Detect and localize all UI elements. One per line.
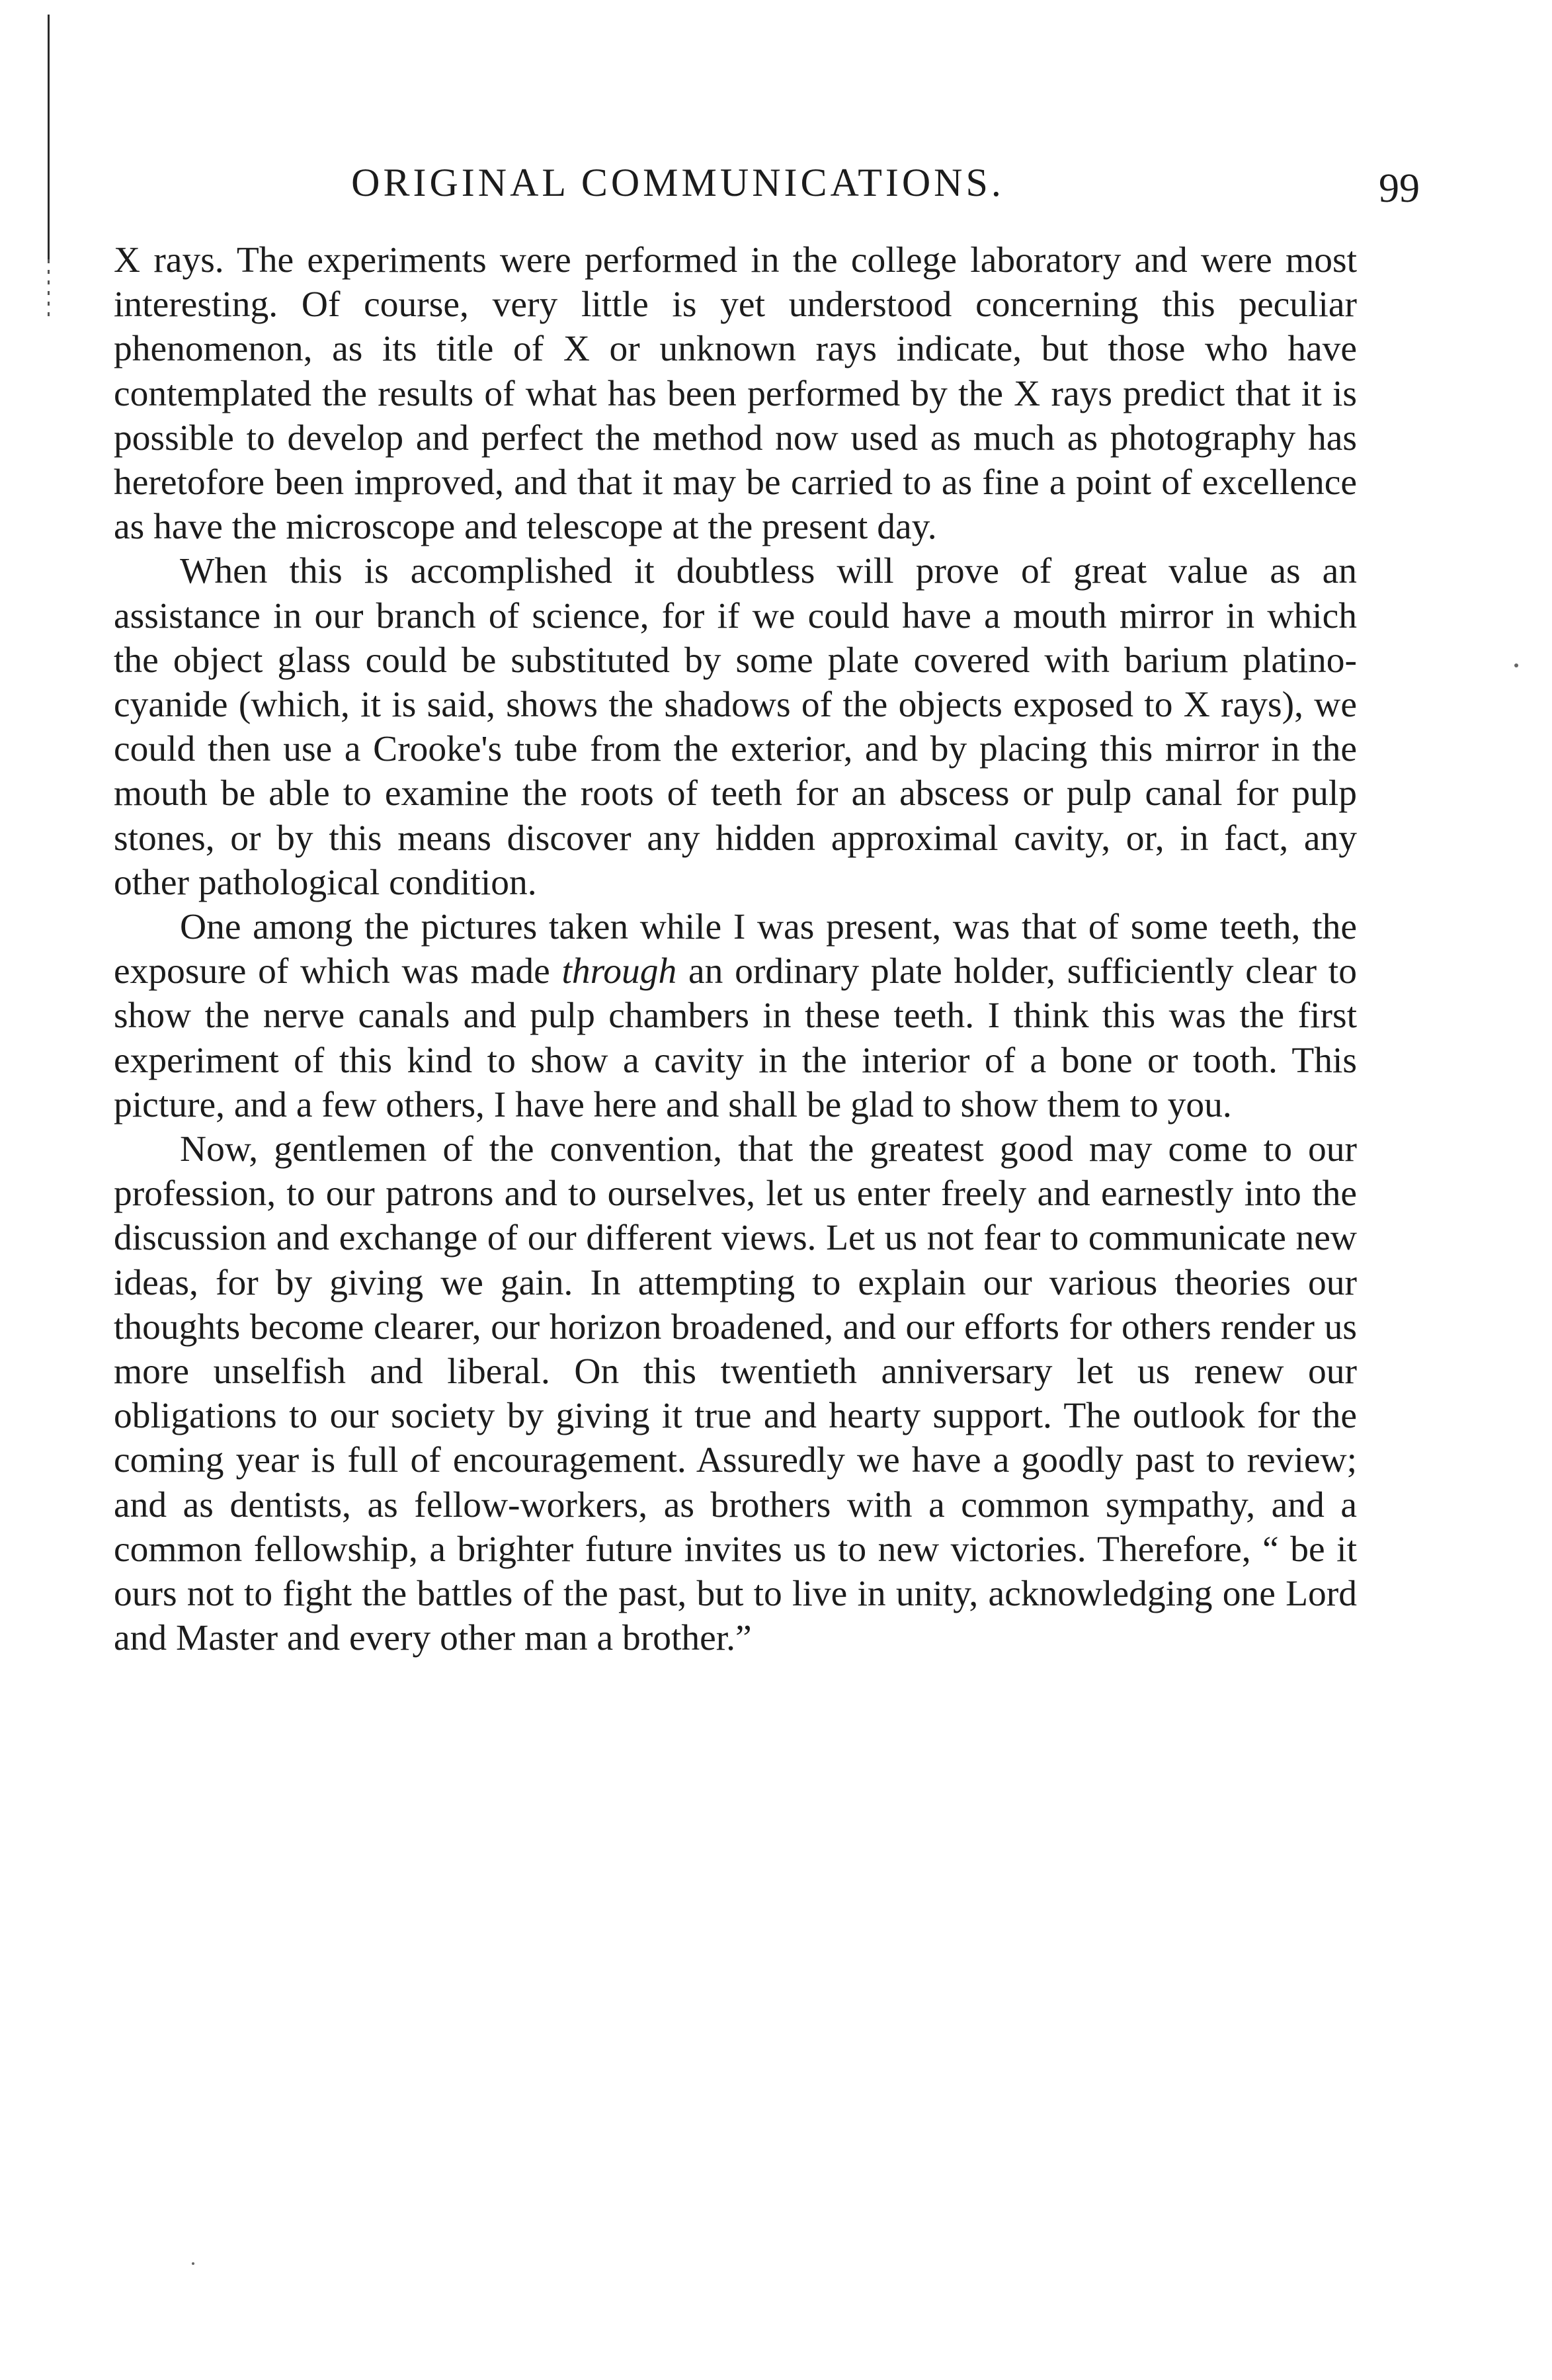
margin-rule-dotted (48, 259, 50, 319)
page-number: 99 (1379, 166, 1420, 211)
scan-speck (1514, 663, 1518, 667)
italic-word-through: through (561, 951, 677, 992)
scan-speck (192, 2262, 194, 2265)
paragraph-4: Now, gentlemen of the convention, that the greatest good may come to our profession, to our patrons and to ourselves, let us enter freely and earnestly into the discussion and exchange of our different views. Let us not fear to communicate new ideas, for by giving we gain. In attempting to explain our various theories our thoughts become clearer, our horizon broadened, and our efforts for others render us more unselfish and liberal. On this twentieth anniversary let us renew our obligations to our society by giving it true and hearty support. The outlook for the coming year is full of encouragement. Assuredly we have a goodly past to review; and as dentists, as fellow-workers, as brothers with a common sympathy, and a common fellowship, a brighter future invites us to new victories. Therefore, “ be it ours not to fight the battles of the past, but to live in unity, acknowledging one Lord and Master and every other man a brother.” (114, 1129, 1357, 1659)
paragraph-3-start: One among the pictures taken while I was present, was that of some teeth, the exposure of which was made (114, 907, 1357, 992)
paragraph-3-end: an ordinary plate holder, sufficiently clear to show the nerve canals and pulp chambers in these teeth. I think this was the first experiment of this kind to show a cavity in the interior of a bone or tooth. This picture, and a few others, I have here and shall be glad to show them to you. (114, 951, 1357, 1125)
paragraph-1: X rays. The experiments were performed in the college laboratory and were most interesting. Of course, very little is yet understood concerning this peculiar phenomenon, as its title of X or unknown rays indicate, but those who have contemplated the results of what has been performed by the X rays predict that it is possible to develop and perfect the method now used as much as photography has heretofore been improved, and that it may be carried to as fine a point of excellence as have the microscope and telescope at the present day. (114, 240, 1357, 548)
article-body (114, 238, 1357, 1661)
paragraph-2: When this is accomplished it doubtless will prove of great value as an assistance in our branch of science, for if we could have a mouth mirror in which the object glass could be substituted by some plate covered with barium platino-cyanide (which, it is said, shows the shadows of the objects exposed to X rays), we could then use a Crooke's tube from the exterior, and by placing this mirror in the mouth be able to examine the roots of teeth for an abscess or pulp canal for pulp stones, or by this means discover any hidden approximal cavity, or, in fact, any other pathological condition. (114, 551, 1357, 903)
paragraph-3 (114, 905, 1357, 1127)
margin-rule (48, 15, 50, 259)
running-head: ORIGINAL COMMUNICATIONS. (351, 161, 1004, 204)
page-header (0, 147, 1552, 211)
